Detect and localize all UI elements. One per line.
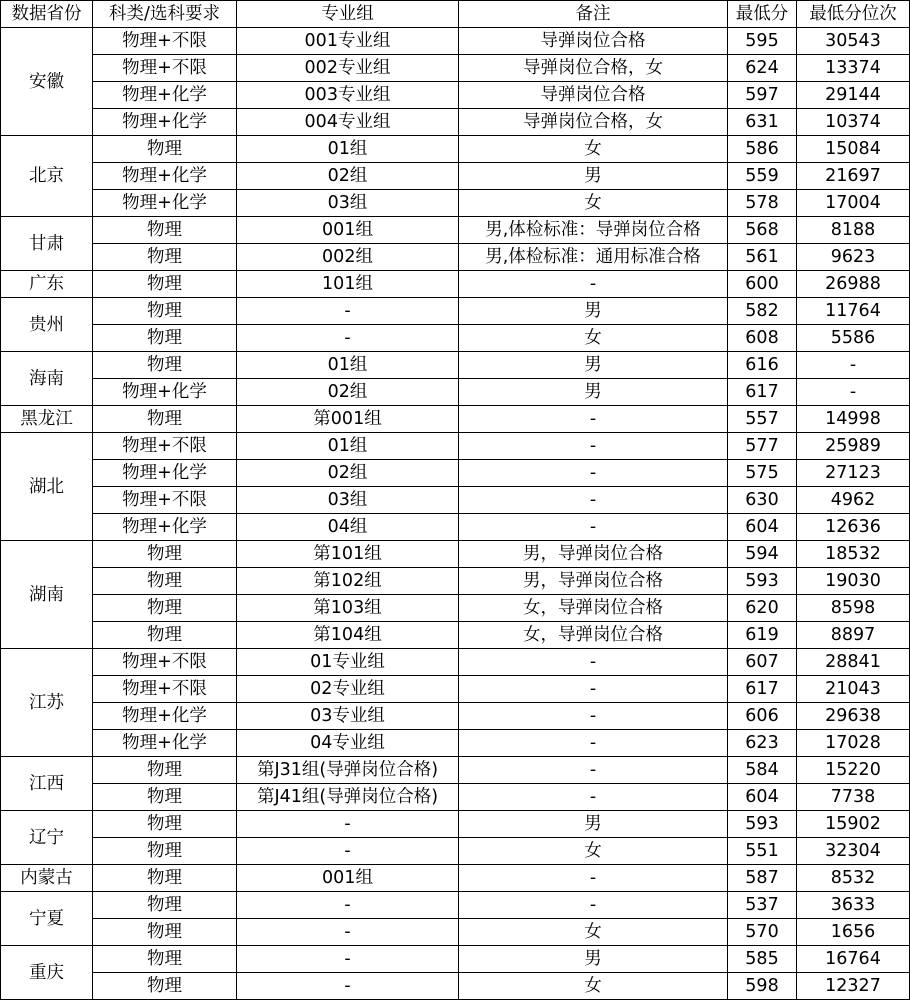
min-score-cell: 598	[728, 973, 797, 1000]
min-rank-cell: 7738	[797, 784, 910, 811]
group-cell: 002组	[237, 244, 459, 271]
remark-cell: -	[459, 460, 728, 487]
group-cell: -	[237, 919, 459, 946]
min-score-cell: 582	[728, 298, 797, 325]
min-rank-cell: 26988	[797, 271, 910, 298]
subject-cell: 物理+化学	[93, 190, 237, 217]
group-cell: -	[237, 892, 459, 919]
table-row	[1, 298, 910, 325]
table-row	[1, 838, 910, 865]
subject-cell: 物理	[93, 892, 237, 919]
remark-cell: -	[459, 649, 728, 676]
group-cell: 01组	[237, 136, 459, 163]
remark-cell: 导弹岗位合格，女	[459, 55, 728, 82]
subject-cell: 物理+不限	[93, 433, 237, 460]
subject-cell: 物理+化学	[93, 514, 237, 541]
min-rank-cell: 9623	[797, 244, 910, 271]
remark-cell: 女	[459, 136, 728, 163]
remark-cell: 男，导弹岗位合格	[459, 541, 728, 568]
subject-cell: 物理+不限	[93, 28, 237, 55]
subject-cell: 物理+化学	[93, 163, 237, 190]
min-score-cell: 561	[728, 244, 797, 271]
group-cell: 02组	[237, 460, 459, 487]
remark-cell: 导弹岗位合格	[459, 28, 728, 55]
remark-cell: -	[459, 514, 728, 541]
table-row	[1, 136, 910, 163]
province-cell: 广东	[1, 271, 93, 298]
group-cell: 03专业组	[237, 703, 459, 730]
table-row	[1, 676, 910, 703]
remark-cell: 男	[459, 298, 728, 325]
province-cell: 内蒙古	[1, 865, 93, 892]
min-score-cell: 608	[728, 325, 797, 352]
table-row	[1, 28, 910, 55]
min-rank-cell: 21043	[797, 676, 910, 703]
group-cell: 01组	[237, 352, 459, 379]
min-score-cell: 606	[728, 703, 797, 730]
group-cell: 04组	[237, 514, 459, 541]
group-cell: 02组	[237, 379, 459, 406]
table-row	[1, 406, 910, 433]
subject-cell: 物理	[93, 757, 237, 784]
group-cell: 01组	[237, 433, 459, 460]
table-header-row	[1, 1, 910, 28]
min-rank-cell: 5586	[797, 325, 910, 352]
subject-cell: 物理+不限	[93, 487, 237, 514]
remark-cell: 男	[459, 811, 728, 838]
min-rank-cell: 11764	[797, 298, 910, 325]
min-score-cell: 557	[728, 406, 797, 433]
province-cell: 黑龙江	[1, 406, 93, 433]
min-rank-cell: 17028	[797, 730, 910, 757]
remark-cell: 导弹岗位合格，女	[459, 109, 728, 136]
min-rank-cell: 19030	[797, 568, 910, 595]
subject-cell: 物理+不限	[93, 649, 237, 676]
subject-cell: 物理+化学	[93, 703, 237, 730]
min-score-cell: 597	[728, 82, 797, 109]
min-score-cell: 575	[728, 460, 797, 487]
remark-cell: 男,体检标准：通用标准合格	[459, 244, 728, 271]
subject-cell: 物理+不限	[93, 55, 237, 82]
table-body	[1, 28, 910, 1000]
group-cell: 第J31组(导弹岗位合格)	[237, 757, 459, 784]
min-score-cell: 604	[728, 784, 797, 811]
subject-cell: 物理	[93, 811, 237, 838]
group-cell: 001组	[237, 217, 459, 244]
subject-cell: 物理+化学	[93, 379, 237, 406]
header-min-score: 最低分	[728, 1, 797, 28]
province-cell: 辽宁	[1, 811, 93, 865]
min-score-cell: 594	[728, 541, 797, 568]
remark-cell: -	[459, 757, 728, 784]
province-cell: 甘肃	[1, 217, 93, 271]
subject-cell: 物理	[93, 136, 237, 163]
subject-cell: 物理	[93, 784, 237, 811]
header-group: 专业组	[237, 1, 459, 28]
remark-cell: 男	[459, 352, 728, 379]
min-score-cell: 593	[728, 568, 797, 595]
min-score-cell: 551	[728, 838, 797, 865]
min-score-cell: 620	[728, 595, 797, 622]
table-row	[1, 460, 910, 487]
min-score-cell: 623	[728, 730, 797, 757]
table-row	[1, 757, 910, 784]
table-row	[1, 784, 910, 811]
subject-cell: 物理	[93, 946, 237, 973]
min-rank-cell: 13374	[797, 55, 910, 82]
remark-cell: 女	[459, 838, 728, 865]
group-cell: 003专业组	[237, 82, 459, 109]
subject-cell: 物理	[93, 244, 237, 271]
subject-cell: 物理	[93, 622, 237, 649]
province-cell: 海南	[1, 352, 93, 406]
min-score-cell: 600	[728, 271, 797, 298]
subject-cell: 物理+化学	[93, 109, 237, 136]
group-cell: 004专业组	[237, 109, 459, 136]
min-rank-cell: 29144	[797, 82, 910, 109]
min-score-cell: 586	[728, 136, 797, 163]
subject-cell: 物理	[93, 352, 237, 379]
remark-cell: 男,体检标准：导弹岗位合格	[459, 217, 728, 244]
table-row	[1, 379, 910, 406]
province-cell: 江苏	[1, 649, 93, 757]
table-row	[1, 946, 910, 973]
table-row	[1, 514, 910, 541]
remark-cell: 女	[459, 325, 728, 352]
remark-cell: -	[459, 676, 728, 703]
min-rank-cell: -	[797, 352, 910, 379]
group-cell: -	[237, 325, 459, 352]
table-row	[1, 919, 910, 946]
min-score-cell: 578	[728, 190, 797, 217]
min-score-cell: 570	[728, 919, 797, 946]
min-score-cell: 577	[728, 433, 797, 460]
group-cell: 第001组	[237, 406, 459, 433]
table-row	[1, 352, 910, 379]
min-score-cell: 568	[728, 217, 797, 244]
min-rank-cell: 28841	[797, 649, 910, 676]
subject-cell: 物理+化学	[93, 82, 237, 109]
remark-cell: 男，导弹岗位合格	[459, 568, 728, 595]
table-row	[1, 703, 910, 730]
min-rank-cell: 15084	[797, 136, 910, 163]
remark-cell: 导弹岗位合格	[459, 82, 728, 109]
min-score-cell: 585	[728, 946, 797, 973]
header-min-rank: 最低分位次	[797, 1, 910, 28]
subject-cell: 物理	[93, 973, 237, 1000]
remark-cell: 女，导弹岗位合格	[459, 595, 728, 622]
min-rank-cell: 4962	[797, 487, 910, 514]
min-rank-cell: 15902	[797, 811, 910, 838]
header-province: 数据省份	[1, 1, 93, 28]
subject-cell: 物理+不限	[93, 676, 237, 703]
min-rank-cell: 32304	[797, 838, 910, 865]
subject-cell: 物理	[93, 271, 237, 298]
min-score-cell: 559	[728, 163, 797, 190]
province-cell: 湖北	[1, 433, 93, 541]
group-cell: 第103组	[237, 595, 459, 622]
province-cell: 北京	[1, 136, 93, 217]
subject-cell: 物理	[93, 406, 237, 433]
table-row	[1, 109, 910, 136]
min-score-cell: 619	[728, 622, 797, 649]
group-cell: -	[237, 973, 459, 1000]
min-rank-cell: 12636	[797, 514, 910, 541]
min-rank-cell: 29638	[797, 703, 910, 730]
min-score-cell: 584	[728, 757, 797, 784]
table-row	[1, 271, 910, 298]
group-cell: 02组	[237, 163, 459, 190]
min-rank-cell: 8897	[797, 622, 910, 649]
group-cell: 001组	[237, 865, 459, 892]
table-row	[1, 433, 910, 460]
min-rank-cell: 12327	[797, 973, 910, 1000]
min-rank-cell: 1656	[797, 919, 910, 946]
group-cell: 002专业组	[237, 55, 459, 82]
min-rank-cell: 25989	[797, 433, 910, 460]
province-cell: 湖南	[1, 541, 93, 649]
min-rank-cell: 8532	[797, 865, 910, 892]
min-score-cell: 630	[728, 487, 797, 514]
table-row	[1, 244, 910, 271]
group-cell: -	[237, 838, 459, 865]
subject-cell: 物理	[93, 595, 237, 622]
remark-cell: 女，导弹岗位合格	[459, 622, 728, 649]
remark-cell: -	[459, 784, 728, 811]
min-rank-cell: 10374	[797, 109, 910, 136]
group-cell: 001专业组	[237, 28, 459, 55]
table-row	[1, 82, 910, 109]
province-cell: 安徽	[1, 28, 93, 136]
remark-cell: -	[459, 730, 728, 757]
min-score-cell: 617	[728, 676, 797, 703]
table-row	[1, 892, 910, 919]
group-cell: 04专业组	[237, 730, 459, 757]
remark-cell: -	[459, 865, 728, 892]
remark-cell: -	[459, 487, 728, 514]
table-row	[1, 541, 910, 568]
table-row	[1, 190, 910, 217]
header-subject: 科类/选科要求	[93, 1, 237, 28]
min-rank-cell: 16764	[797, 946, 910, 973]
subject-cell: 物理	[93, 838, 237, 865]
min-score-cell: 604	[728, 514, 797, 541]
province-cell: 贵州	[1, 298, 93, 352]
table-row	[1, 595, 910, 622]
group-cell: 第J41组(导弹岗位合格)	[237, 784, 459, 811]
min-rank-cell: 27123	[797, 460, 910, 487]
group-cell: 101组	[237, 271, 459, 298]
header-remark: 备注	[459, 1, 728, 28]
subject-cell: 物理	[93, 865, 237, 892]
subject-cell: 物理	[93, 325, 237, 352]
min-score-cell: 595	[728, 28, 797, 55]
min-score-cell: 624	[728, 55, 797, 82]
min-score-cell: 537	[728, 892, 797, 919]
group-cell: 第104组	[237, 622, 459, 649]
table-row	[1, 973, 910, 1000]
table-row	[1, 487, 910, 514]
subject-cell: 物理	[93, 217, 237, 244]
group-cell: -	[237, 298, 459, 325]
min-rank-cell: 18532	[797, 541, 910, 568]
min-score-cell: 617	[728, 379, 797, 406]
min-rank-cell: 21697	[797, 163, 910, 190]
subject-cell: 物理+化学	[93, 730, 237, 757]
table-row	[1, 730, 910, 757]
remark-cell: 女	[459, 190, 728, 217]
remark-cell: -	[459, 406, 728, 433]
subject-cell: 物理+化学	[93, 460, 237, 487]
table-row	[1, 55, 910, 82]
subject-cell: 物理	[93, 298, 237, 325]
table-row	[1, 568, 910, 595]
min-rank-cell: 8188	[797, 217, 910, 244]
min-score-cell: 593	[728, 811, 797, 838]
min-score-cell: 587	[728, 865, 797, 892]
table-row	[1, 865, 910, 892]
min-rank-cell: 30543	[797, 28, 910, 55]
min-rank-cell: 15220	[797, 757, 910, 784]
table-row	[1, 622, 910, 649]
remark-cell: 男	[459, 163, 728, 190]
group-cell: 第101组	[237, 541, 459, 568]
group-cell: 第102组	[237, 568, 459, 595]
subject-cell: 物理	[93, 541, 237, 568]
remark-cell: 男	[459, 379, 728, 406]
table-row	[1, 649, 910, 676]
subject-cell: 物理	[93, 568, 237, 595]
min-rank-cell: 14998	[797, 406, 910, 433]
remark-cell: -	[459, 433, 728, 460]
province-cell: 宁夏	[1, 892, 93, 946]
min-score-cell: 607	[728, 649, 797, 676]
min-score-cell: 616	[728, 352, 797, 379]
min-rank-cell: 3633	[797, 892, 910, 919]
group-cell: 03组	[237, 190, 459, 217]
table-row	[1, 811, 910, 838]
province-cell: 重庆	[1, 946, 93, 1000]
group-cell: 03组	[237, 487, 459, 514]
group-cell: 02专业组	[237, 676, 459, 703]
min-score-cell: 631	[728, 109, 797, 136]
min-rank-cell: -	[797, 379, 910, 406]
remark-cell: -	[459, 271, 728, 298]
group-cell: -	[237, 811, 459, 838]
table-row	[1, 325, 910, 352]
remark-cell: 男	[459, 946, 728, 973]
remark-cell: 女	[459, 973, 728, 1000]
min-rank-cell: 8598	[797, 595, 910, 622]
province-cell: 江西	[1, 757, 93, 811]
remark-cell: -	[459, 892, 728, 919]
min-rank-cell: 17004	[797, 190, 910, 217]
subject-cell: 物理	[93, 919, 237, 946]
table-row	[1, 217, 910, 244]
table-row	[1, 163, 910, 190]
remark-cell: 女	[459, 919, 728, 946]
group-cell: -	[237, 946, 459, 973]
remark-cell: -	[459, 703, 728, 730]
group-cell: 01专业组	[237, 649, 459, 676]
